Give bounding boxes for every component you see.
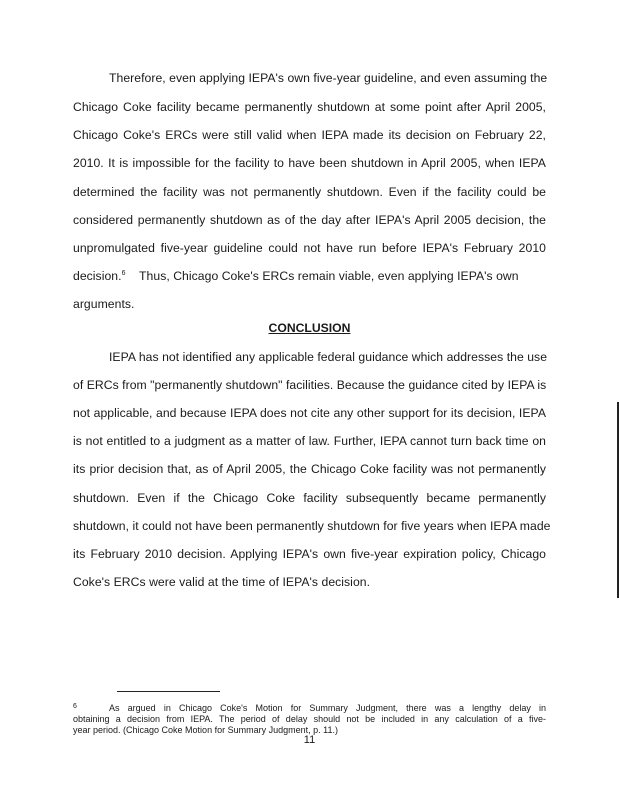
text-line: unpromulgated five-year guideline could not have run before IEPA's February 2010: [73, 241, 546, 255]
text-line: its prior decision that, as of April 2005, the Chicago Coke facility was not permanently: [73, 462, 546, 476]
text-line: arguments.: [73, 297, 135, 311]
section-heading: CONCLUSION: [268, 321, 351, 335]
text-line: Therefore, even applying IEPA's own five-year guideline, and even assuming the: [109, 71, 548, 85]
footnote-divider: [117, 691, 220, 692]
text-line: [73, 269, 519, 283]
text-line: considered permanently shutdown as of the day after IEPA's April 2005 decision, the: [73, 213, 546, 227]
text-line: of ERCs from "permanently shutdown" facilities. Because the guidance cited by IEPA is: [73, 378, 547, 392]
text-segment: Thus, Chicago Coke's ERCs remain viable, even applying IEPA's own: [125, 269, 519, 283]
text-segment: decision.: [73, 269, 122, 283]
text-line: is not entitled to a judgment as a matter of law. Further, IEPA cannot turn back time on: [73, 434, 546, 448]
text-line: Coke's ERCs were valid at the time of IEPA's decision.: [73, 575, 371, 589]
text-line: determined the facility was not permanently shutdown. Even if the facility could be: [73, 185, 546, 199]
text-line: not applicable, and because IEPA does not cite any other support for its decision, IEPA: [73, 406, 546, 420]
text-line: its February 2010 decision. Applying IEPA's own five-year expiration policy, Chicago: [73, 547, 546, 561]
footnote-mark: 6: [73, 703, 77, 710]
footnote-line: year period. (Chicago Coke Motion for Summary Judgment, p. 11.): [73, 725, 338, 735]
page-number: 11: [303, 734, 316, 746]
text-line: 2010. It is impossible for the facility to have been shutdown in April 2005, when IEPA: [73, 156, 546, 170]
text-line: Chicago Coke facility became permanently shutdown at some point after April 2005,: [73, 100, 546, 114]
text-line: IEPA has not identified any applicable federal guidance which addresses the use: [109, 350, 548, 364]
footnote-reference: 6: [121, 270, 126, 277]
text-line: shutdown. Even if the Chicago Coke facility subsequently became permanently: [73, 491, 546, 505]
footnote-line: As argued in Chicago Coke's Motion for Summary Judgment, there was a lengthy delay in: [109, 703, 546, 713]
text-line: shutdown, it could not have been permanently shutdown for five years when IEPA made: [73, 519, 551, 533]
footnote-line: obtaining a decision from IEPA. The period of delay should not be included in any calculation of a five-: [73, 714, 546, 724]
text-line: Chicago Coke's ERCs were still valid when IEPA made its decision on February 22,: [73, 128, 546, 142]
